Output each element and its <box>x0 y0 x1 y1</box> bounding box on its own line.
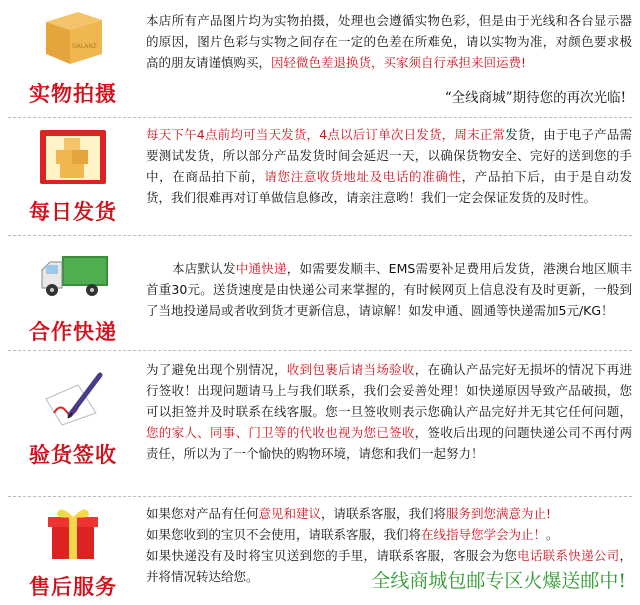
section-body <box>146 359 632 464</box>
section-after-sales <box>0 497 640 605</box>
highlight-text: 中通快递 <box>235 261 287 276</box>
body-text: 如果您对产品有任何 <box>146 506 259 521</box>
service-line <box>146 503 632 524</box>
highlight-text: 您的家人、同事、门卫等的代收也视为您已签收 <box>146 425 415 440</box>
section-inspection <box>0 351 640 497</box>
highlight-text: 意见和建议 <box>258 506 322 521</box>
section-title: 验货签收 <box>29 443 117 467</box>
body-text: 如果快递没有及时将宝贝送到您的手里，请联系客服，客服会为您 <box>146 548 518 563</box>
highlight-text: 电话联系快递公司 <box>517 548 620 563</box>
section-title: 每日发货 <box>29 200 117 224</box>
package-box-icon <box>38 8 108 72</box>
body-text: 本店所有产品图片均为实物拍摄，处理也会遵循实物色彩，但是由于光线和各台显示器的原因，图片色彩与实物之间存在一定的色差在所难免，请以实物为准，对颜色要求极高的朋友请谨慎购买， <box>146 13 632 70</box>
section-title: 合作快递 <box>29 320 117 344</box>
section-title: 售后服务 <box>29 575 117 599</box>
body-text: ，产品拍下后，由于是自动发货，我们很难再对订单做信息修改，请亲注意哟！我们一定会保证发货的及时性。 <box>146 169 632 205</box>
body-text: ，签收后出现的问题快递公司不再付两责任，所以为了一个愉快的购物环境，请您和我们一起努力！ <box>146 425 632 461</box>
delivery-truck-icon <box>38 246 108 310</box>
section-real-photo <box>0 0 640 118</box>
highlight-text: 收到包裹后请当场验收 <box>286 362 415 377</box>
highlight-text: 请您注意收货地址及电话的准确性 <box>264 169 462 184</box>
box-brand-label: GALANZ <box>72 43 97 50</box>
section-daily-shipping <box>0 118 640 235</box>
body-text: ，在确认产品完好无损坏的情况下再进行签收！出现问题请马上与我们联系，我们会妥善处理！如快递原因导致产品破损，您可以拒签并及时联系在线客服。您一旦签收则表示您确认产品完好并无其它任何问题， <box>146 362 632 419</box>
section-title: 实物拍摄 <box>29 82 117 106</box>
body-text: 。 <box>546 527 559 542</box>
pen-signature-icon <box>38 369 108 433</box>
body-text: 本店默认发 <box>172 261 236 276</box>
highlight-text: 因轻微色差退换货，买家须自行承担来回运费! <box>271 55 527 70</box>
body-text: 发货，由于电子产品需要测试发货，所以部分产品发货时间会延迟一天，以确保货物安全、完好的送到您的手中，在商品拍下前， <box>146 127 632 184</box>
section-courier <box>0 236 640 349</box>
free-shipping-slogan: 全线商城包邮专区火爆送邮中! <box>371 570 626 592</box>
section-body <box>146 10 632 73</box>
body-text: ，并将情况转达给您。 <box>146 548 632 584</box>
body-text: ，请联系客服，我们将 <box>321 506 447 521</box>
store-slogan: “全线商城”期待您的再次光临! <box>444 90 626 106</box>
body-text: 如果您收到的宝贝不会使用，请联系客服，我们将 <box>146 527 422 542</box>
section-body <box>146 258 632 321</box>
section-body <box>146 124 632 208</box>
highlight-text: 在线指导您学会为止！ <box>421 527 547 542</box>
warehouse-boxes-icon <box>38 126 108 190</box>
body-text: ，如需要发顺丰、EMS需要补足费用后发货，港澳台地区顺丰首重30元。送货速度是由快递公司来掌握的，有时候网页上信息没有及时更新，一般到了当地投递局或者收到货才更新信息，请谅解！如发申通、圆通等快递需加5元/KG！ <box>146 261 632 318</box>
highlight-text: 每天下午4点前均可当天发货，4点以后订单次日发货，周末正常 <box>146 127 506 142</box>
service-line <box>146 524 632 545</box>
body-text: 为了避免出现个别情况， <box>146 362 287 377</box>
highlight-text: 服务到您满意为止! <box>446 506 552 521</box>
gift-box-icon <box>38 505 108 565</box>
